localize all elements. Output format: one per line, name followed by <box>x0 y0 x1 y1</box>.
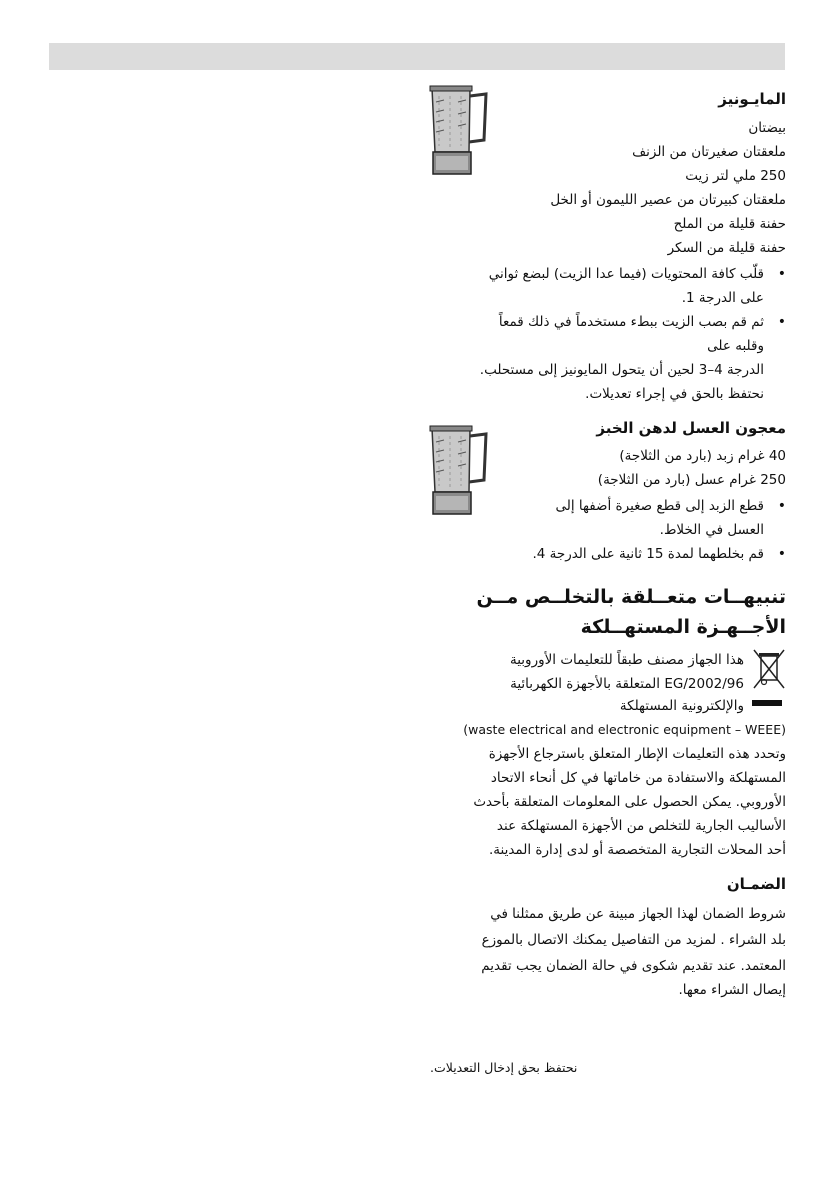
step-text: ثم قم بصب الزيت ببطء مستخدماً في ذلك قمعاً <box>498 314 764 330</box>
ingredient: 250 ملي لتر زيت <box>685 168 786 184</box>
content-column <box>420 0 786 1190</box>
step-text: قم بخلطهما لمدة 15 ثانية على الدرجة 4. <box>532 546 764 562</box>
bullet-icon: • <box>777 498 786 514</box>
disposal-text: هذا الجهاز مصنف طبقاً للتعليمات الأوروبية <box>509 652 744 668</box>
bullet-icon: • <box>777 546 786 562</box>
disposal-text: الأوروبي. يمكن الحصول على المعلومات المتعلقة بأحدث <box>473 794 786 810</box>
disposal-text: الأساليب الجارية للتخلص من الأجهزة المستهلكة عند <box>496 818 786 834</box>
warranty-title: الضمـان <box>726 875 786 893</box>
step-text: قلّب كافة المحتويات (فيما عدا الزيت) لبضع ثواني <box>488 266 764 282</box>
disposal-text: وتحدد هذه التعليمات الإطار المتعلق باسترجاع الأجهزة <box>488 746 786 762</box>
ingredient: ملعقتان صغيرتان من الزنف <box>632 144 786 160</box>
step-text: وقلبه على <box>707 338 764 354</box>
ingredient: بيضتان <box>748 120 786 136</box>
honey-title: معجون العسل لدهن الخبز <box>596 419 786 437</box>
warranty-text: المعتمد. عند تقديم شكوى في حالة الضمان يجب تقديم <box>481 958 786 974</box>
ingredient: حفنة قليلة من السكر <box>667 240 786 256</box>
disposal-title: الأجــهـزة المستهــلكة <box>580 616 786 638</box>
step-text: الدرجة 4–3 لحين أن يتحول المايونيز إلى مستحلب. <box>479 362 764 378</box>
disposal-text: (waste electrical and electronic equipment – WEEE) <box>463 722 786 737</box>
disposal-text: أحد المحلات التجارية المتخصصة أو لدى إدارة المدينة. <box>488 842 786 858</box>
step-text: على الدرجة 1. <box>681 290 764 306</box>
disposal-text: والإلكترونية المستهلكة <box>619 698 744 714</box>
disposal-title: تنبيهــات متعــلقة بالتخلــص مــن <box>476 586 786 608</box>
disposal-text: 2002/96/EG المتعلقة بالأجهزة الكهربائية <box>510 676 744 692</box>
footer-note: نحتفظ بحق إدخال التعديلات. <box>430 1060 578 1075</box>
disposal-text: المستهلكة والاستفادة من خاماتها في كل أنحاء الاتحاد <box>490 770 786 786</box>
bullet-icon: • <box>777 266 786 282</box>
ingredient: ملعقتان كبيرتان من عصير الليمون أو الخل <box>550 192 786 208</box>
bullet-icon: • <box>777 314 786 330</box>
step-text: العسل في الخلاط. <box>659 522 764 538</box>
step-text: قطع الزبد إلى قطع صغيرة أضفها إلى <box>555 498 764 514</box>
warranty-text: إيصال الشراء معها. <box>678 982 786 998</box>
ingredient: 250 غرام عسل (بارد من الثلاجة) <box>597 472 786 488</box>
warranty-text: شروط الضمان لهذا الجهاز مبينة عن طريق ممثلنا في <box>490 906 786 922</box>
mayonnaise-title: المايـونيز <box>718 90 786 108</box>
ingredient: حفنة قليلة من الملح <box>673 216 786 232</box>
warranty-text: بلد الشراء . لمزيد من التفاصيل يمكنك الاتصال بالموزع <box>481 932 786 948</box>
step-text: نحتفظ بالحق في إجراء تعديلات. <box>585 386 764 402</box>
ingredient: 40 غرام زبد (بارد من الثلاجة) <box>619 448 786 464</box>
